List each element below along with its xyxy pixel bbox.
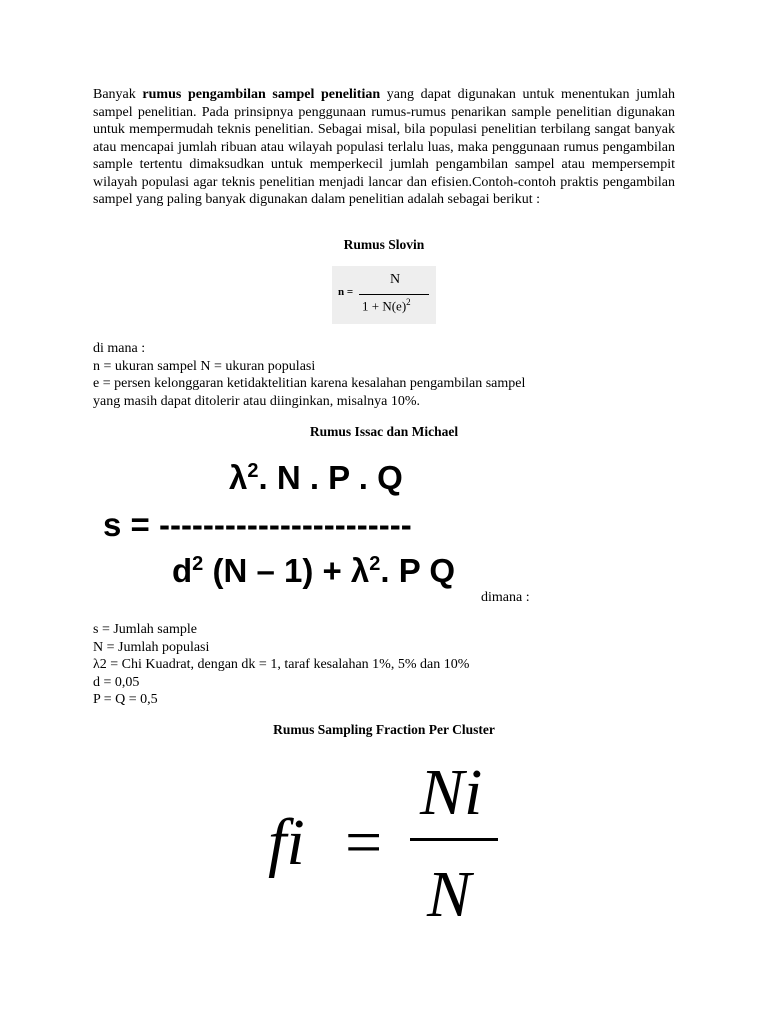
slovin-note: yang masih dapat ditolerir atau diinginkan, misalnya 10%.: [93, 393, 420, 409]
fi-numerator: Ni: [420, 756, 483, 829]
lambda-symbol: λ: [229, 459, 248, 496]
denominator-end: . P Q: [380, 552, 455, 589]
intro-paragraph: [93, 86, 675, 209]
slovin-lhs: n =: [338, 286, 354, 298]
im-note: d = 0,05: [93, 674, 140, 690]
slovin-note: n = ukuran sampel N = ukuran populasi: [93, 358, 316, 374]
slovin-notes: [93, 340, 525, 410]
issac-michael-heading: Rumus Issac dan Michael: [309, 424, 459, 439]
im-note: P = Q = 0,5: [93, 692, 158, 707]
intro-bold-term: rumus pengambilan sampel penelitian: [142, 87, 381, 102]
d-exponent: 2: [192, 553, 204, 575]
dimana-label: dimana :: [481, 590, 530, 605]
slovin-fraction-bar: [359, 294, 429, 295]
slovin-numerator: N: [390, 272, 401, 287]
slovin-note: e = persen kelonggaran ketidaktelitian karena kesalahan pengambilan sampel: [93, 376, 526, 391]
lambda-exponent: 2: [247, 460, 259, 482]
fi-denominator: N: [427, 858, 472, 931]
issac-michael-denominator: [172, 552, 455, 590]
fi-equals: =: [345, 806, 383, 879]
intro-rest: yang dapat digunakan untuk menentukan jumlah sampel penelitian. Pada prinsipnya penggunaan rumus-rumus penarikan sample penelitian digunakan untuk mempermudah teknis penelitian. Sebagai misal, bila populasi penelitian terbilang sangat banyak atau mencapai jumlah ribuan atau wilayah populasi terlalu luas, maka penggunaan rumus pengambilan sample tertentu dimaksudkan untuk memperkecil jumlah pengambilan sampel atau mempersempit wilayah populasi agar teknis penelitian menjadi lancar dan efisien.Contoh-contoh praktis pengambilan sampel yang paling banyak digunakan dalam penelitian adalah sebagai berikut :: [93, 87, 675, 207]
im-note: s = Jumlah sample: [93, 622, 197, 637]
sampling-fraction-heading: Rumus Sampling Fraction Per Cluster: [273, 722, 495, 737]
slovin-denominator-text: 1 + N(e): [362, 298, 407, 314]
issac-michael-notes: [93, 621, 469, 709]
d-symbol: d: [172, 552, 193, 589]
issac-michael-numerator: [229, 459, 403, 497]
slovin-denominator: [362, 297, 411, 314]
im-note: N = Jumlah populasi: [93, 639, 210, 655]
denominator-middle: (N – 1) + λ: [203, 552, 370, 589]
slovin-note: di mana :: [93, 341, 146, 356]
issac-michael-lhs: s = -----------------------: [103, 506, 412, 543]
fi-fraction-bar: [410, 838, 498, 841]
lambda-exponent: 2: [369, 553, 381, 575]
im-note: λ2 = Chi Kuadrat, dengan dk = 1, taraf kesalahan 1%, 5% dan 10%: [93, 657, 470, 672]
slovin-formula: [332, 266, 436, 324]
slovin-exponent: 2: [406, 297, 411, 307]
slovin-heading: Rumus Slovin: [343, 237, 425, 252]
intro-lead: Banyak: [93, 87, 143, 102]
fi-lhs: fi: [268, 806, 305, 879]
numerator-terms: . N . P . Q: [258, 459, 403, 496]
